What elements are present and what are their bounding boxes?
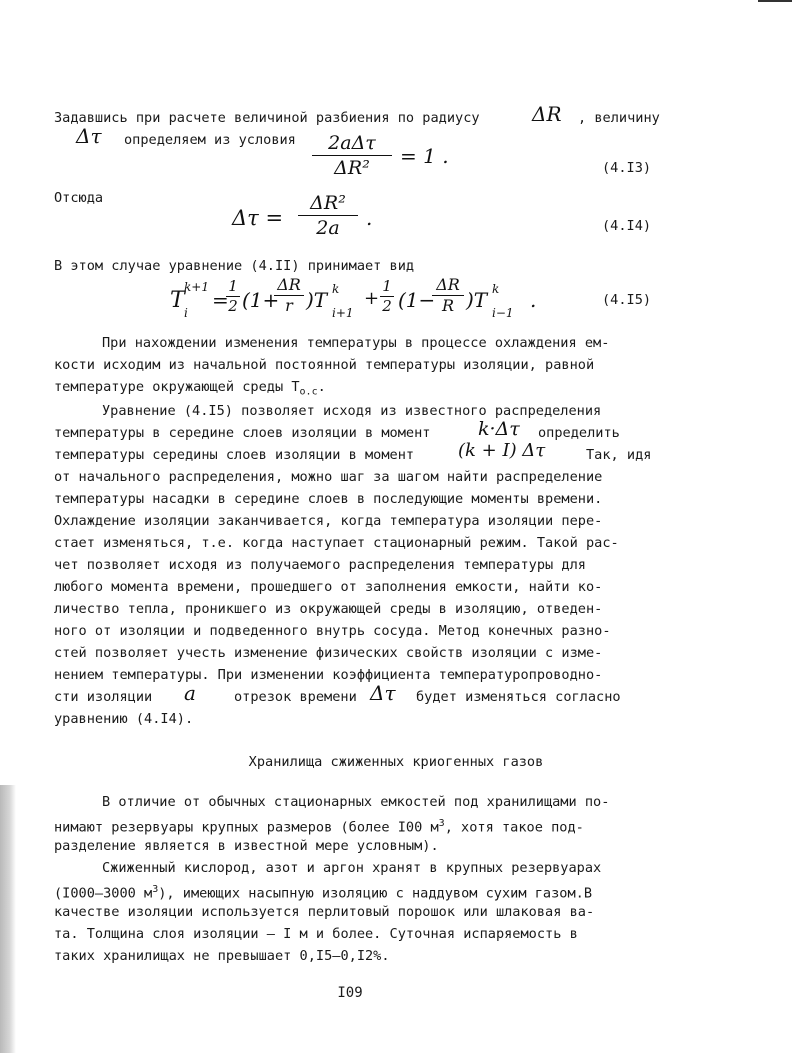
text-line xyxy=(124,130,296,150)
scan-edge-shadow xyxy=(0,785,16,1053)
text-fragment: Так, идя xyxy=(586,447,652,463)
denominator: 2 xyxy=(228,297,238,315)
text-fragment: , хотя такое под- xyxy=(444,819,584,836)
fraction-half xyxy=(380,278,394,315)
text-fragment: та. Толщина слоя изоляции – I м и более. Суточная испаряемость в xyxy=(54,926,578,942)
text-fragment: нимают резервуары крупных размеров (более I00 м xyxy=(54,819,439,836)
subscript: i−1 xyxy=(492,306,514,320)
fraction xyxy=(274,276,304,315)
text-fragment: определяем из условия xyxy=(124,132,296,148)
superscript: k xyxy=(332,282,340,296)
numerator: ΔR² xyxy=(310,192,346,214)
text-fragment: уравнению (4.I4). xyxy=(54,711,194,727)
text-line xyxy=(54,256,414,276)
text-line xyxy=(54,621,611,641)
text-line xyxy=(54,445,414,465)
text-line xyxy=(234,687,357,707)
symbol-t: T xyxy=(170,288,185,313)
fraction-bar xyxy=(298,215,358,216)
text-line xyxy=(54,533,619,553)
text-line xyxy=(102,401,601,421)
symbol-delta-r: ΔR xyxy=(532,102,562,126)
text-fragment: сти изоляции xyxy=(54,689,153,705)
numerator: 2aΔτ xyxy=(328,132,376,154)
fraction-half xyxy=(226,278,240,315)
text-fragment: таких хранилищах не превышает 0,I5–0,I2%. xyxy=(54,948,390,964)
paren-close: )T xyxy=(306,288,328,312)
equals-sign: = xyxy=(212,288,229,312)
text-line xyxy=(54,924,578,944)
equation-number: (4.I5) xyxy=(602,292,652,308)
text-fragment: чет позволяет исходя из получаемого распределения температуры для xyxy=(54,557,586,573)
text-line xyxy=(102,792,609,812)
numerator: 1 xyxy=(382,277,392,295)
equation-number: (4.I4) xyxy=(602,218,652,234)
denominator: 2a xyxy=(316,217,340,239)
text-line xyxy=(54,880,592,904)
text-fragment: Отсюда xyxy=(54,190,104,206)
denominator: R xyxy=(441,296,455,315)
text-fragment: определить xyxy=(538,425,620,441)
text-line xyxy=(54,511,602,531)
text-line xyxy=(54,423,430,443)
text-fragment: Охлаждение изоляции заканчивается, когда температура изоляции пере- xyxy=(54,513,603,529)
text-fragment: Задавшись при расчете величиной разбиения по радиусу xyxy=(54,110,480,126)
text-fragment: любого момента времени, прошедшего от заполнения емкости, найти ко- xyxy=(54,579,603,595)
numerator: 1 xyxy=(228,277,238,295)
text-fragment: В отличие от обычных стационарных емкостей под хранилищами по- xyxy=(102,794,610,810)
text-fragment: отрезок времени xyxy=(234,689,357,705)
period: . xyxy=(530,288,537,312)
text-line xyxy=(54,599,602,619)
equation-4-15 xyxy=(170,276,590,326)
text-line xyxy=(54,577,602,597)
equation-number: (4.I3) xyxy=(602,160,652,176)
text-fragment: от начального распределения, можно шаг за шагом найти распределение xyxy=(54,469,603,485)
text-line xyxy=(54,836,439,856)
text-fragment: (I000–3000 м xyxy=(54,885,153,902)
text-fragment: личество тепла, проникшего из окружающей среды в изоляцию, отведен- xyxy=(54,601,603,617)
symbol-delta-tau: Δτ xyxy=(76,124,102,148)
symbol-a: a xyxy=(184,681,196,705)
subscript: i xyxy=(184,306,188,320)
subscript: о.с xyxy=(299,386,318,398)
paren-close: )T xyxy=(466,288,488,312)
text-fragment: ), имеющих насыпную изоляцию с наддувом сухим газом.В xyxy=(158,885,593,902)
text-line xyxy=(54,355,594,375)
text-line xyxy=(538,423,620,443)
superscript: k xyxy=(492,282,500,296)
text-line xyxy=(54,814,584,838)
text-fragment: Сжиженный кислород, азот и аргон хранят в крупных резервуарах xyxy=(102,860,602,876)
text-fragment: стей позволяет учесть изменение физических свойств изоляции с изме- xyxy=(54,645,603,661)
denominator: ΔR² xyxy=(334,157,370,179)
page-number: I09 xyxy=(337,985,363,1001)
symbol-k-delta-tau: k·Δτ xyxy=(478,418,520,440)
equation-lhs: Δτ = xyxy=(232,206,284,230)
fraction xyxy=(432,276,464,315)
superscript: k+1 xyxy=(184,280,209,294)
text-fragment: Уравнение (4.I5) позволяет исходя из известного распределения xyxy=(102,403,602,419)
text-fragment: кости исходим из начальной постоянной температуры изоляции, равной xyxy=(54,357,595,373)
text-fragment: температуры в середине слоев изоляции в момент xyxy=(54,425,431,441)
equation-rhs: = 1 . xyxy=(400,144,449,168)
text-line xyxy=(54,946,390,966)
text-line xyxy=(578,108,660,128)
text-line xyxy=(54,687,152,707)
text-line xyxy=(586,445,651,465)
text-fragment: будет изменяться согласно xyxy=(416,689,621,705)
text-fragment: , величину xyxy=(578,110,660,126)
text-fragment: стает изменяться, т.е. когда наступает стационарный режим. Такой рас- xyxy=(54,535,619,551)
text-line xyxy=(54,555,586,575)
paren-open: (1+ xyxy=(242,288,280,312)
text-fragment: качестве изоляции используется перлитовый порошок или шлаковая ва- xyxy=(54,904,595,920)
equation-rhs: . xyxy=(366,206,373,230)
text-line xyxy=(54,188,103,208)
text-line xyxy=(416,687,621,707)
numerator: ΔR xyxy=(277,275,301,294)
text-fragment: При нахождении изменения температуры в процессе охлаждения ем- xyxy=(102,335,610,351)
text-fragment: ного от изоляции и подведенного внутрь сосуда. Метод конечных разно- xyxy=(54,623,611,639)
symbol-delta-tau: Δτ xyxy=(370,681,396,705)
text-line xyxy=(54,709,193,729)
denominator: r xyxy=(285,296,293,315)
symbol-k1-delta-tau: (k + I) Δτ xyxy=(458,440,546,461)
corner-mark xyxy=(758,0,792,10)
text-line xyxy=(54,643,602,663)
text-line xyxy=(54,902,594,922)
fraction xyxy=(312,132,392,179)
text-fragment: температуры середины слоев изоляции в момент xyxy=(54,447,415,463)
numerator: ΔR xyxy=(436,275,460,294)
fraction xyxy=(298,192,358,239)
denominator: 2 xyxy=(382,297,392,315)
text-line xyxy=(54,489,602,509)
text-fragment: температуре окружающей среды T xyxy=(54,379,300,395)
text-fragment: температуры насадки в середине слоев в последующие моменты времени. xyxy=(54,491,603,507)
text-line xyxy=(102,858,601,878)
text-line xyxy=(54,665,602,685)
superscript: 3 xyxy=(152,884,159,895)
text-line xyxy=(54,108,480,128)
text-fragment: разделение является в известной мере условным). xyxy=(54,838,439,854)
paren-open: (1− xyxy=(398,288,436,312)
text-fragment: нением температуры. При изменении коэффициента температуропроводно- xyxy=(54,667,603,683)
fraction-bar xyxy=(312,155,392,156)
text-line xyxy=(54,377,326,403)
text-fragment: . xyxy=(317,379,326,395)
text-line xyxy=(102,333,609,353)
section-heading: Хранилища сжиженных криогенных газов xyxy=(248,754,544,770)
text-line xyxy=(54,467,602,487)
superscript: 3 xyxy=(438,818,445,829)
subscript: i+1 xyxy=(332,306,354,320)
text-fragment: В этом случае уравнение (4.II) принимает вид xyxy=(54,258,415,274)
plus-sign: + xyxy=(364,288,380,309)
